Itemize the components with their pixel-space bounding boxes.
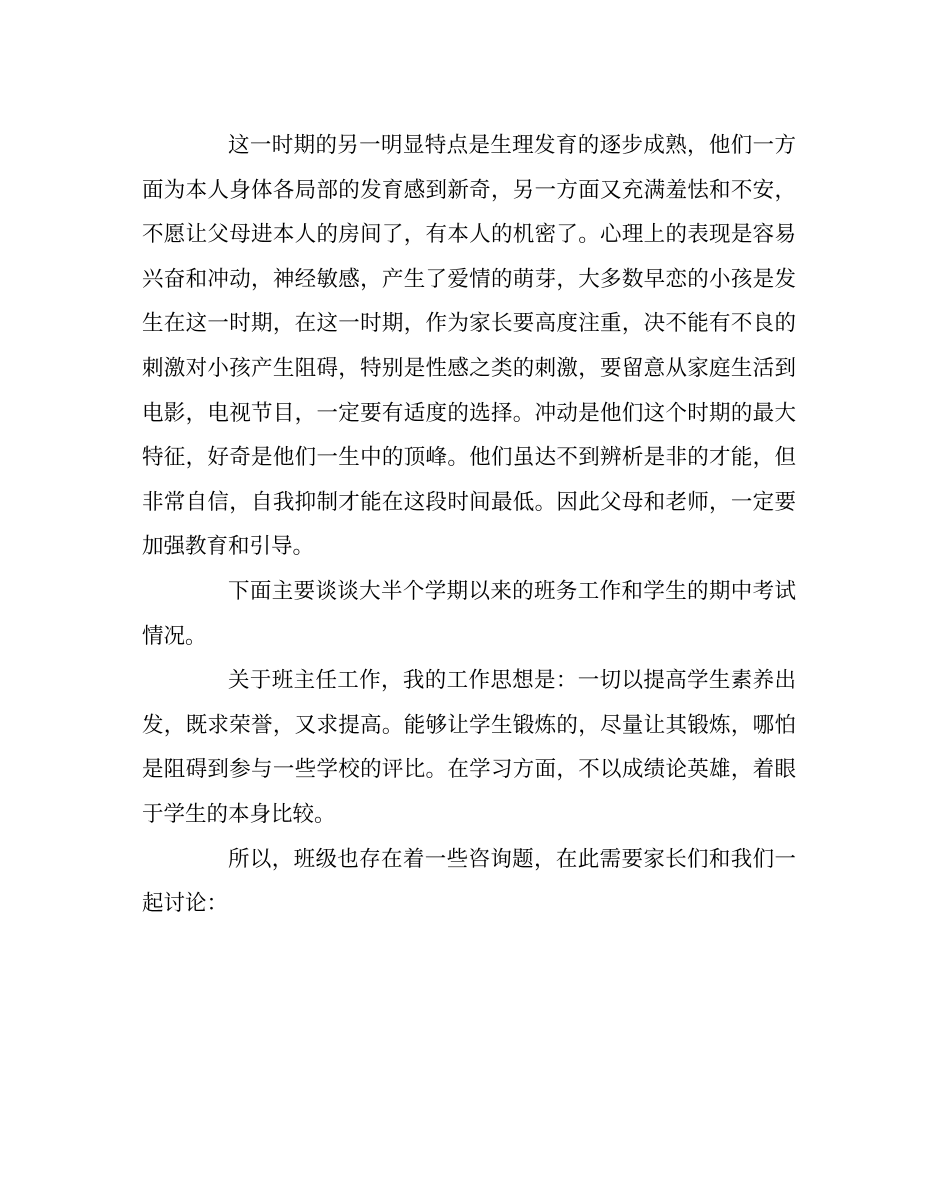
paragraph-class-work-intro: 下面主要谈谈大半个学期以来的班务工作和学生的期中考试情况。: [142, 578, 796, 649]
paragraph-adolescence: 这一时期的另一明显特点是生理发育的逐步成熟，他们一方面为本人身体各局部的发育感到新奇，另一方面又充满羞怯和不安，不愿让父母进本人的房间了，有本人的机密了。心理上的表现是容易兴奋和冲动，神经敏感，产生了爱情的萌芽，大多数早恋的小孩是发生在这一时期，在这一时期，作为家长要高度注重，决不能有不良的刺激对小孩产生阻碍，特别是性感之类的刺激，要留意从家庭生活到电影，电视节目，一定要有适度的选择。冲动是他们这个时期的最大特征，好奇是他们一生中的顶峰。他们虽达不到辨析是非的才能，但非常自信，自我抑制才能在这段时间最低。因此父母和老师，一定要加强教育和引导。: [142, 133, 796, 560]
paragraph-discussion: 所以，班级也存在着一些咨询题，在此需要家长们和我们一起讨论：: [142, 846, 796, 917]
document-page: [142, 124, 796, 927]
paragraph-teacher-philosophy: 关于班主任工作，我的工作思想是：一切以提高学生素养出发，既求荣誉，又求提高。能够让学生锻炼的，尽量让其锻炼，哪怕是阻碍到参与一些学校的评比。在学习方面，不以成绩论英雄，着眼于学生的本身比较。: [142, 668, 796, 827]
